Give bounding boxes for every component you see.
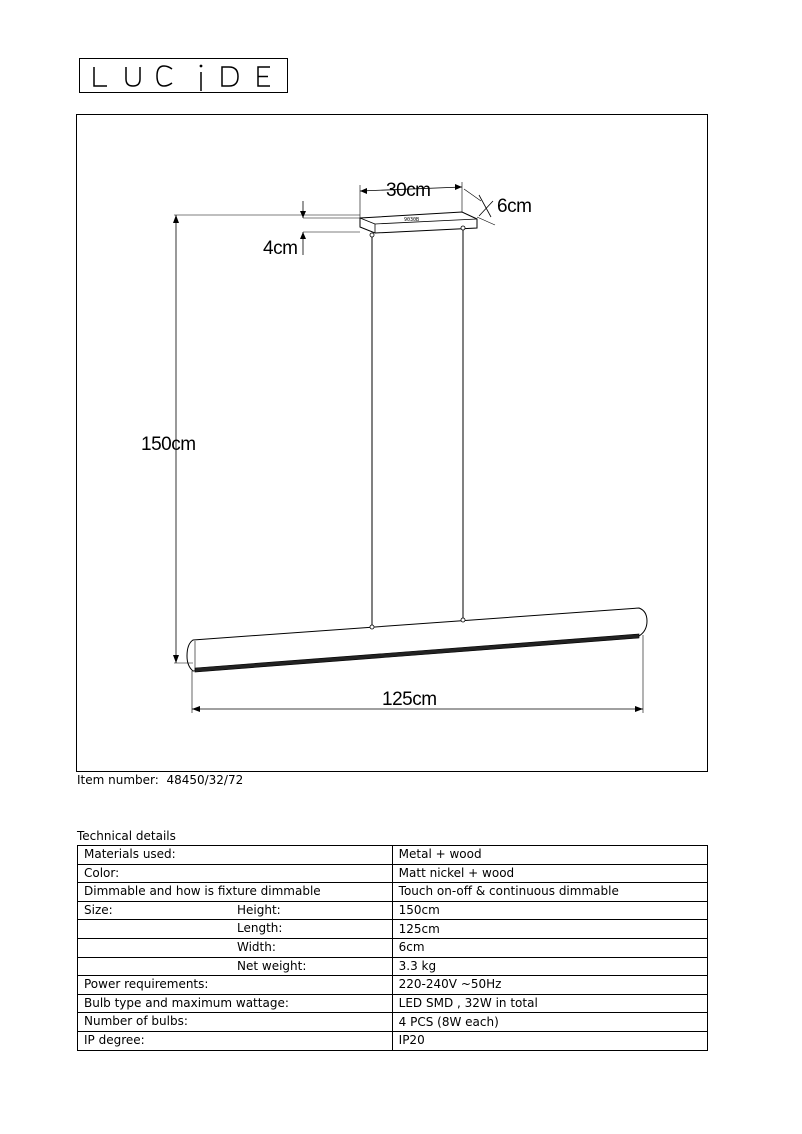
- dimension-canopy-length: [360, 180, 462, 218]
- spec-value: 125cm: [392, 920, 707, 939]
- item-number-value: 48450/32/72: [166, 773, 244, 787]
- technical-details-title: Technical details: [77, 829, 176, 843]
- spec-value: 3.3 kg: [392, 957, 707, 976]
- canopy-label: 9030B: [404, 217, 420, 223]
- spec-row: [78, 864, 708, 883]
- canopy-length-label: 30cm: [386, 180, 431, 201]
- spec-row: [78, 1031, 708, 1050]
- spec-row: [78, 846, 708, 865]
- spec-row: [78, 976, 708, 995]
- spec-value: Touch on-off & continuous dimmable: [392, 883, 707, 902]
- spec-label: Materials used:: [84, 847, 176, 861]
- spec-row: [78, 1013, 708, 1032]
- spec-label: IP degree:: [84, 1032, 145, 1047]
- technical-details-table: [77, 845, 708, 1051]
- dimension-canopy-height: [263, 201, 360, 259]
- canopy: [360, 212, 477, 237]
- spec-label: Bulb type and maximum wattage:: [84, 995, 289, 1010]
- length-label: 125cm: [382, 689, 437, 710]
- spec-sublabel: Height:: [237, 902, 281, 917]
- spec-label-cell: [78, 846, 393, 865]
- canopy-height-label: 4cm: [263, 238, 298, 259]
- spec-value: Matt nickel + wood: [392, 864, 707, 883]
- spec-value: 150cm: [392, 901, 707, 920]
- spec-label-cell: [78, 957, 393, 976]
- spec-label-cell: [78, 994, 393, 1013]
- item-number: [77, 773, 243, 787]
- led-bar: [187, 608, 647, 672]
- spec-label: Dimmable and how is fixture dimmable: [84, 884, 321, 899]
- spec-label-cell: [78, 976, 393, 995]
- spec-label-cell: [78, 1013, 393, 1032]
- spec-value: LED SMD , 32W in total: [392, 994, 707, 1013]
- canopy-depth-label: 6cm: [497, 196, 532, 217]
- dimension-height: [141, 215, 360, 663]
- spec-sublabel: Width:: [237, 939, 276, 954]
- spec-sublabel: Length:: [237, 921, 283, 936]
- spec-value: 6cm: [392, 938, 707, 957]
- spec-value: Metal + wood: [392, 846, 707, 865]
- spec-row: [78, 994, 708, 1013]
- spec-label: Size:: [84, 902, 113, 917]
- spec-label-cell: [78, 901, 393, 920]
- brand-logo: [79, 58, 288, 93]
- spec-label: Power requirements:: [84, 977, 209, 992]
- spec-value: IP20: [392, 1031, 707, 1050]
- spec-label: Color:: [84, 865, 120, 880]
- spec-label-cell: [78, 938, 393, 957]
- technical-drawing: [76, 114, 708, 772]
- spec-value: 4 PCS (8W each): [392, 1013, 707, 1032]
- spec-label-cell: [78, 1031, 393, 1050]
- item-number-label: Item number:: [77, 773, 159, 787]
- spec-label-cell: [78, 883, 393, 902]
- spec-value: 220-240V ~50Hz: [392, 976, 707, 995]
- spec-row: [78, 920, 708, 939]
- spec-sublabel: Net weight:: [237, 958, 307, 973]
- spec-label: Number of bulbs:: [84, 1014, 188, 1029]
- spec-row: [78, 957, 708, 976]
- height-label: 150cm: [141, 434, 196, 455]
- spec-row: [78, 901, 708, 920]
- spec-label-cell: [78, 920, 393, 939]
- spec-label-cell: [78, 864, 393, 883]
- spec-row: [78, 938, 708, 957]
- spec-row: [78, 883, 708, 902]
